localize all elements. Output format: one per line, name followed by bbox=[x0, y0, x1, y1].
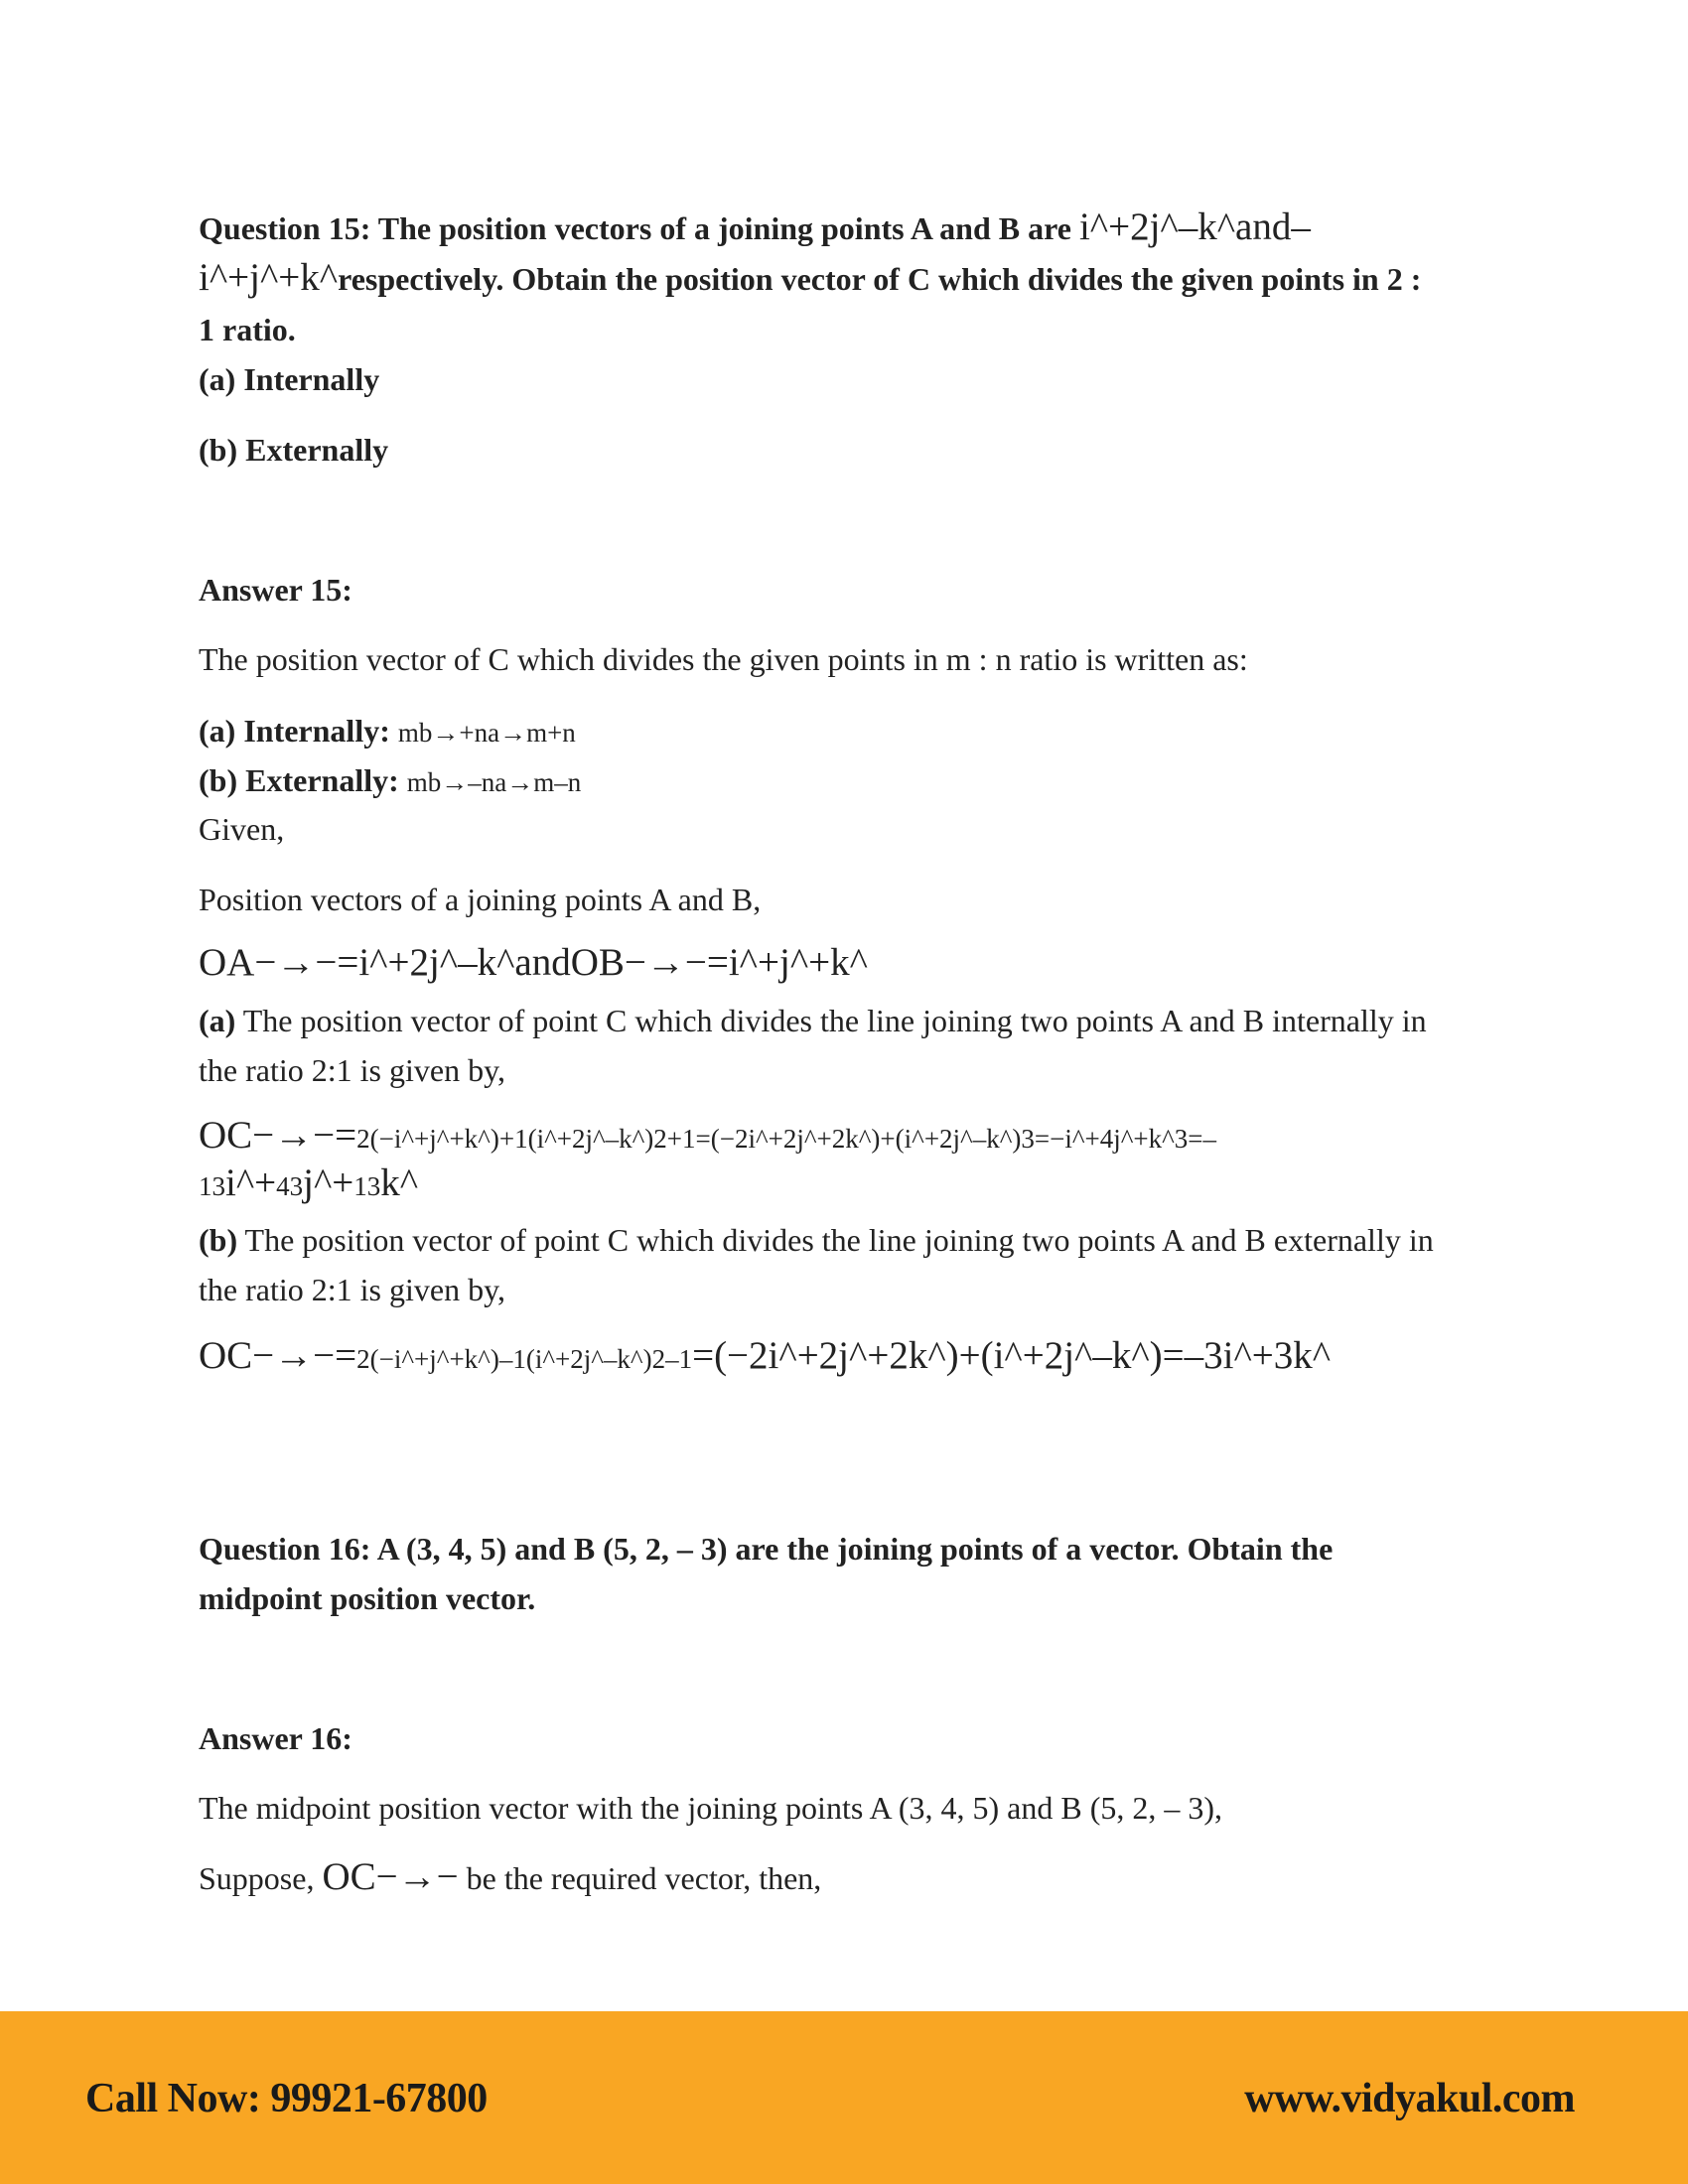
a15-part-b-label: (b) bbox=[199, 1222, 238, 1258]
a15-oc-internal-equation bbox=[199, 1116, 1216, 1159]
a15-oc-internal-expr: 2(−i^+j^+k^)+1(i^+2j^–k^)2+1=(−2i^+2j^+2k^)+(i^+2j^–k^)3=−i^+4j^+k^3=– bbox=[356, 1124, 1217, 1154]
q16-line-1: Question 16: A (3, 4, 5) and B (5, 2, – 3) are the joining points of a vector. Obtain the bbox=[199, 1531, 1334, 1567]
a16-line-1: The midpoint position vector with the joining points A (3, 4, 5) and B (5, 2, – 3), bbox=[199, 1790, 1223, 1826]
unit-j: j^+ bbox=[303, 1161, 354, 1204]
unit-i: i^+ bbox=[225, 1161, 277, 1204]
coef-3: 13 bbox=[353, 1171, 381, 1201]
q16-line-2: midpoint position vector. bbox=[199, 1580, 536, 1616]
a15-oc-prefix-b: OC−→−= bbox=[199, 1334, 357, 1377]
a15-position-vectors-text: Position vectors of a joining points A and B, bbox=[199, 882, 762, 917]
a15-internally-label: (a) Internally: bbox=[199, 713, 390, 749]
q15-question-text: Question 15: The position vectors of a joining points A and B are bbox=[199, 210, 1079, 246]
a15-oc-prefix: OC−→−= bbox=[199, 1114, 357, 1157]
a15-part-a-label: (a) bbox=[199, 1003, 236, 1038]
q15-vector-b: i^+j^+k^ bbox=[199, 256, 339, 299]
a15-oc-external-expr: 2(−i^+j^+k^)–1(i^+2j^–k^)2–1 bbox=[356, 1344, 693, 1374]
a15-given: Given, bbox=[199, 811, 285, 847]
coef-1: 13 bbox=[199, 1171, 225, 1201]
a15-part-b-text: The position vector of point C which divides the line joining two points A and B externally in bbox=[237, 1222, 1434, 1258]
website-link[interactable]: www.vidyakul.com bbox=[1244, 2076, 1575, 2121]
q15-line-2 bbox=[199, 258, 1421, 299]
a15-intro: The position vector of C which divides the given points in m : n ratio is written as: bbox=[199, 641, 1248, 677]
q15-line-3: 1 ratio. bbox=[199, 312, 296, 347]
q15-line-1 bbox=[199, 207, 1311, 248]
a15-part-a-line-1 bbox=[199, 1001, 1427, 1040]
a15-part-a-text: The position vector of point C which divides the line joining two points A and B internally in bbox=[235, 1003, 1427, 1038]
a15-externally-formula-line bbox=[199, 760, 581, 802]
q15-question-text-cont: respectively. Obtain the position vector of C which divides the given points in 2 : bbox=[338, 261, 1422, 297]
a15-externally-formula: mb→–na→m–n bbox=[406, 767, 582, 797]
a16-heading: Answer 16: bbox=[199, 1720, 352, 1756]
q15-option-b: (b) Externally bbox=[199, 432, 389, 468]
a15-oc-external-result: =(−2i^+2j^+2k^)+(i^+2j^–k^)=–3i^+3k^ bbox=[692, 1334, 1332, 1377]
unit-k: k^ bbox=[380, 1161, 419, 1204]
footer-banner bbox=[0, 2011, 1688, 2184]
a16-oc-vector: OC−→− bbox=[322, 1855, 459, 1898]
coef-2: 43 bbox=[276, 1171, 304, 1201]
a15-part-b-line-1 bbox=[199, 1220, 1434, 1260]
a15-oc-external-equation bbox=[199, 1336, 1331, 1379]
a16-required-vector-text: be the required vector, then, bbox=[458, 1860, 822, 1896]
a15-oc-internal-result bbox=[199, 1163, 418, 1206]
a15-oa-ob-equation: OA−→−=i^+2j^–k^andOB−→−=i^+j^+k^ bbox=[199, 941, 868, 984]
q15-option-a: (a) Internally bbox=[199, 361, 380, 397]
a15-externally-label: (b) Externally: bbox=[199, 762, 399, 798]
q15-vector-a-b: i^+2j^–k^and– bbox=[1078, 205, 1311, 248]
call-now-text: Call Now: 99921-67800 bbox=[85, 2076, 488, 2121]
a16-line-2 bbox=[199, 1857, 821, 1898]
a15-internally-formula: mb→+na→m+n bbox=[397, 718, 576, 748]
a15-part-b-line-2: the ratio 2:1 is given by, bbox=[199, 1272, 505, 1307]
a15-part-a-line-2: the ratio 2:1 is given by, bbox=[199, 1052, 505, 1088]
a16-suppose: Suppose, bbox=[199, 1860, 323, 1896]
a15-internally-formula-line bbox=[199, 711, 576, 752]
a15-heading: Answer 15: bbox=[199, 572, 352, 608]
